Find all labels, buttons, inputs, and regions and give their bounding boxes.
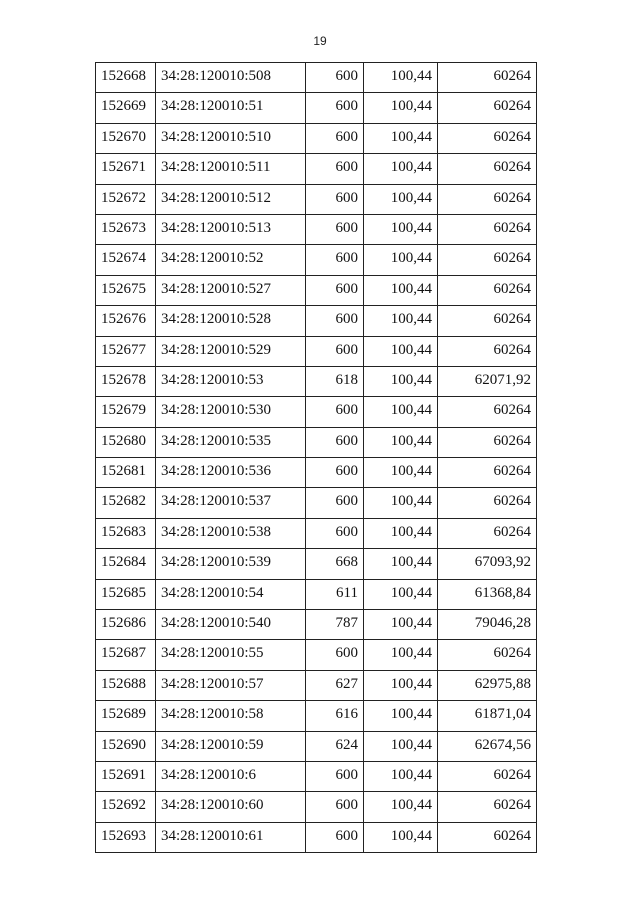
total-value-cell: 61368,84 (438, 579, 537, 609)
cadastral-number-cell: 34:28:120010:54 (156, 579, 306, 609)
cadastral-number-cell: 34:28:120010:6 (156, 761, 306, 791)
table-row (96, 123, 537, 153)
row-number-cell: 152690 (96, 731, 156, 761)
rate-cell: 100,44 (364, 306, 438, 336)
rate-cell: 100,44 (364, 670, 438, 700)
row-number-cell: 152669 (96, 93, 156, 123)
total-value-cell: 60264 (438, 214, 537, 244)
table-row (96, 427, 537, 457)
row-number-cell: 152670 (96, 123, 156, 153)
table-row (96, 154, 537, 184)
total-value-cell: 60264 (438, 640, 537, 670)
row-number-cell: 152680 (96, 427, 156, 457)
cadastral-number-cell: 34:28:120010:539 (156, 549, 306, 579)
cadastral-number-cell: 34:28:120010:53 (156, 366, 306, 396)
table-row (96, 822, 537, 852)
total-value-cell: 62071,92 (438, 366, 537, 396)
rate-cell: 100,44 (364, 275, 438, 305)
total-value-cell: 60264 (438, 63, 537, 93)
total-value-cell: 60264 (438, 336, 537, 366)
area-cell: 611 (306, 579, 364, 609)
cadastral-number-cell: 34:28:120010:527 (156, 275, 306, 305)
rate-cell: 100,44 (364, 366, 438, 396)
rate-cell: 100,44 (364, 701, 438, 731)
table-row (96, 610, 537, 640)
cadastral-number-cell: 34:28:120010:61 (156, 822, 306, 852)
cadastral-number-cell: 34:28:120010:537 (156, 488, 306, 518)
total-value-cell: 60264 (438, 792, 537, 822)
total-value-cell: 60264 (438, 822, 537, 852)
row-number-cell: 152683 (96, 518, 156, 548)
rate-cell: 100,44 (364, 549, 438, 579)
cadastral-number-cell: 34:28:120010:513 (156, 214, 306, 244)
rate-cell: 100,44 (364, 579, 438, 609)
area-cell: 600 (306, 245, 364, 275)
area-cell: 600 (306, 822, 364, 852)
page-number: 19 (313, 34, 327, 48)
area-cell: 600 (306, 427, 364, 457)
area-cell: 600 (306, 275, 364, 305)
rate-cell: 100,44 (364, 427, 438, 457)
rate-cell: 100,44 (364, 245, 438, 275)
total-value-cell: 60264 (438, 427, 537, 457)
rate-cell: 100,44 (364, 640, 438, 670)
total-value-cell: 60264 (438, 761, 537, 791)
rate-cell: 100,44 (364, 488, 438, 518)
table-row (96, 397, 537, 427)
row-number-cell: 152689 (96, 701, 156, 731)
table-row (96, 63, 537, 93)
total-value-cell: 60264 (438, 184, 537, 214)
row-number-cell: 152676 (96, 306, 156, 336)
table-row (96, 670, 537, 700)
rate-cell: 100,44 (364, 123, 438, 153)
table-row (96, 792, 537, 822)
rate-cell: 100,44 (364, 214, 438, 244)
rate-cell: 100,44 (364, 731, 438, 761)
area-cell: 600 (306, 640, 364, 670)
row-number-cell: 152679 (96, 397, 156, 427)
row-number-cell: 152678 (96, 366, 156, 396)
table-row (96, 275, 537, 305)
cadastral-number-cell: 34:28:120010:530 (156, 397, 306, 427)
area-cell: 600 (306, 123, 364, 153)
area-cell: 627 (306, 670, 364, 700)
cadastral-number-cell: 34:28:120010:55 (156, 640, 306, 670)
row-number-cell: 152692 (96, 792, 156, 822)
row-number-cell: 152671 (96, 154, 156, 184)
row-number-cell: 152673 (96, 214, 156, 244)
cadastral-number-cell: 34:28:120010:508 (156, 63, 306, 93)
area-cell: 618 (306, 366, 364, 396)
cadastral-number-cell: 34:28:120010:540 (156, 610, 306, 640)
row-number-cell: 152672 (96, 184, 156, 214)
area-cell: 600 (306, 214, 364, 244)
rate-cell: 100,44 (364, 63, 438, 93)
cadastral-number-cell: 34:28:120010:511 (156, 154, 306, 184)
row-number-cell: 152681 (96, 458, 156, 488)
rate-cell: 100,44 (364, 822, 438, 852)
cadastral-number-cell: 34:28:120010:57 (156, 670, 306, 700)
row-number-cell: 152693 (96, 822, 156, 852)
area-cell: 600 (306, 93, 364, 123)
table-row (96, 761, 537, 791)
row-number-cell: 152675 (96, 275, 156, 305)
rate-cell: 100,44 (364, 336, 438, 366)
total-value-cell: 60264 (438, 488, 537, 518)
cadastral-number-cell: 34:28:120010:51 (156, 93, 306, 123)
total-value-cell: 60264 (438, 245, 537, 275)
rate-cell: 100,44 (364, 792, 438, 822)
row-number-cell: 152688 (96, 670, 156, 700)
rate-cell: 100,44 (364, 154, 438, 184)
table-row (96, 640, 537, 670)
table-row (96, 488, 537, 518)
table-row (96, 306, 537, 336)
table-body (96, 63, 537, 853)
row-number-cell: 152691 (96, 761, 156, 791)
cadastral-number-cell: 34:28:120010:529 (156, 336, 306, 366)
total-value-cell: 60264 (438, 154, 537, 184)
total-value-cell: 60264 (438, 397, 537, 427)
rate-cell: 100,44 (364, 93, 438, 123)
area-cell: 787 (306, 610, 364, 640)
table-row (96, 245, 537, 275)
table-row (96, 701, 537, 731)
table-row (96, 731, 537, 761)
row-number-cell: 152687 (96, 640, 156, 670)
rate-cell: 100,44 (364, 518, 438, 548)
area-cell: 600 (306, 397, 364, 427)
total-value-cell: 62674,56 (438, 731, 537, 761)
cadastral-number-cell: 34:28:120010:538 (156, 518, 306, 548)
cadastral-number-cell: 34:28:120010:59 (156, 731, 306, 761)
rate-cell: 100,44 (364, 184, 438, 214)
cadastral-number-cell: 34:28:120010:510 (156, 123, 306, 153)
row-number-cell: 152668 (96, 63, 156, 93)
cadastral-number-cell: 34:28:120010:60 (156, 792, 306, 822)
area-cell: 668 (306, 549, 364, 579)
area-cell: 600 (306, 761, 364, 791)
rate-cell: 100,44 (364, 761, 438, 791)
total-value-cell: 67093,92 (438, 549, 537, 579)
cadastral-number-cell: 34:28:120010:535 (156, 427, 306, 457)
total-value-cell: 62975,88 (438, 670, 537, 700)
cadastral-number-cell: 34:28:120010:58 (156, 701, 306, 731)
rate-cell: 100,44 (364, 458, 438, 488)
area-cell: 600 (306, 63, 364, 93)
row-number-cell: 152677 (96, 336, 156, 366)
cadastral-number-cell: 34:28:120010:528 (156, 306, 306, 336)
total-value-cell: 61871,04 (438, 701, 537, 731)
cadastral-number-cell: 34:28:120010:536 (156, 458, 306, 488)
total-value-cell: 60264 (438, 306, 537, 336)
table-row (96, 93, 537, 123)
area-cell: 600 (306, 792, 364, 822)
land-plot-table (95, 62, 537, 853)
row-number-cell: 152682 (96, 488, 156, 518)
area-cell: 600 (306, 488, 364, 518)
row-number-cell: 152686 (96, 610, 156, 640)
total-value-cell: 79046,28 (438, 610, 537, 640)
rate-cell: 100,44 (364, 610, 438, 640)
total-value-cell: 60264 (438, 123, 537, 153)
table-row (96, 184, 537, 214)
total-value-cell: 60264 (438, 458, 537, 488)
area-cell: 624 (306, 731, 364, 761)
area-cell: 600 (306, 154, 364, 184)
table-row (96, 458, 537, 488)
table-row (96, 336, 537, 366)
cadastral-number-cell: 34:28:120010:512 (156, 184, 306, 214)
total-value-cell: 60264 (438, 93, 537, 123)
table-row (96, 214, 537, 244)
area-cell: 616 (306, 701, 364, 731)
row-number-cell: 152685 (96, 579, 156, 609)
area-cell: 600 (306, 306, 364, 336)
area-cell: 600 (306, 518, 364, 548)
area-cell: 600 (306, 336, 364, 366)
cadastral-number-cell: 34:28:120010:52 (156, 245, 306, 275)
total-value-cell: 60264 (438, 518, 537, 548)
row-number-cell: 152674 (96, 245, 156, 275)
table-row (96, 366, 537, 396)
table-row (96, 518, 537, 548)
row-number-cell: 152684 (96, 549, 156, 579)
rate-cell: 100,44 (364, 397, 438, 427)
table-row (96, 549, 537, 579)
table-row (96, 579, 537, 609)
area-cell: 600 (306, 184, 364, 214)
area-cell: 600 (306, 458, 364, 488)
total-value-cell: 60264 (438, 275, 537, 305)
